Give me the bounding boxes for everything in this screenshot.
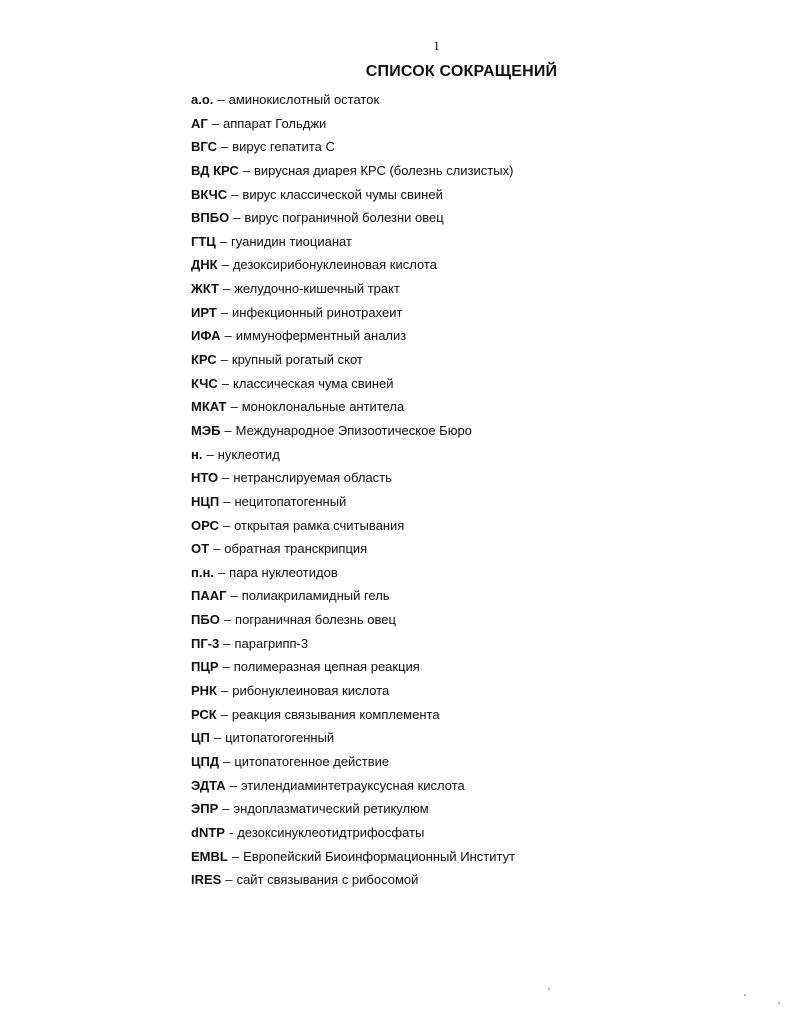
separator-dash: – <box>225 872 233 888</box>
list-item <box>191 255 751 279</box>
separator-dash: – <box>223 493 231 509</box>
list-item <box>191 752 751 776</box>
abbreviation-term: ПААГ <box>191 588 227 604</box>
abbreviation-term: ВГС <box>191 139 217 155</box>
abbreviation-term: н. <box>191 446 203 462</box>
page-title: СПИСОК СОКРАЩЕНИЙ <box>365 63 558 80</box>
abbreviation-term: ПГ-3 <box>191 635 220 651</box>
abbreviation-term: ВД КРС <box>191 162 239 178</box>
separator-dash: – <box>222 470 230 486</box>
abbreviation-term: ПБО <box>191 612 220 628</box>
abbreviation-term: IRES <box>191 872 222 888</box>
abbreviation-definition: сайт связывания с рибосомой <box>236 872 419 888</box>
list-item <box>191 492 751 516</box>
scan-speck <box>778 1002 780 1004</box>
separator-dash: – <box>220 304 229 320</box>
abbreviation-term: ОТ <box>191 541 210 557</box>
scan-speck <box>744 994 746 996</box>
abbreviation-definition: желудочно-кишечный тракт <box>234 281 400 297</box>
abbreviation-definition: инфекционный ринотрахеит <box>232 304 403 320</box>
abbreviation-term: ЦПД <box>191 753 220 769</box>
abbreviation-definition: парагрипп-3 <box>234 635 309 651</box>
list-item <box>191 161 751 185</box>
abbreviation-definition: эндоплазматический ретикулюм <box>233 801 429 817</box>
abbreviation-definition: дезоксирибонуклеиновая кислота <box>232 257 437 273</box>
separator-dash: – <box>222 281 231 297</box>
list-item <box>191 847 751 871</box>
separator-dash: – <box>220 352 228 368</box>
separator-dash: – <box>217 92 225 107</box>
abbreviation-term: ИФА <box>191 328 221 344</box>
list-item <box>191 705 751 729</box>
abbreviation-definition: классическая чума свиней <box>233 375 394 391</box>
separator-dash: – <box>213 541 221 557</box>
list-item <box>191 397 751 421</box>
separator-dash: – <box>242 162 250 178</box>
separator-dash: – <box>222 801 230 817</box>
abbreviation-term: КЧС <box>191 375 218 391</box>
abbreviation-term: ОРС <box>191 517 219 533</box>
abbreviation-term: РСК <box>191 706 217 722</box>
separator-dash: – <box>219 233 228 249</box>
separator-dash: – <box>229 777 237 793</box>
abbreviation-definition: дезоксинуклеотидтрифосфаты <box>237 824 425 840</box>
list-item <box>191 208 751 232</box>
abbreviation-list <box>191 90 751 894</box>
abbreviation-term: ИРТ <box>191 304 217 320</box>
abbreviation-definition: обратная транскрипция <box>224 541 368 557</box>
abbreviation-definition: этилендиаминтетрауксусная кислота <box>240 777 465 793</box>
list-item <box>191 563 751 587</box>
separator-dash: – <box>233 210 241 226</box>
page-number: 1 <box>433 38 440 53</box>
separator-dash: – <box>222 659 230 675</box>
abbreviation-term: РНК <box>191 683 217 699</box>
abbreviation-term: ВПБО <box>191 210 230 226</box>
separator-dash: – <box>230 399 238 415</box>
abbreviation-definition: гуанидин тиоцианат <box>231 233 352 249</box>
separator-dash: – <box>231 186 239 202</box>
separator-dash: – <box>221 257 229 273</box>
abbreviation-definition: нуклеотид <box>217 446 280 462</box>
abbreviation-term: ЭПР <box>191 801 219 817</box>
separator-dash: – <box>221 375 230 391</box>
abbreviation-definition: пограничная болезнь овец <box>235 612 396 628</box>
abbreviation-definition: вирус гепатита С <box>232 139 335 155</box>
abbreviation-term: ВКЧС <box>191 186 228 202</box>
separator-dash: – <box>230 588 238 604</box>
separator-dash: – <box>222 517 231 533</box>
list-item <box>191 232 751 256</box>
separator-dash: – <box>217 564 226 580</box>
list-item <box>191 445 751 469</box>
list-item <box>191 870 751 894</box>
list-item <box>191 374 751 398</box>
list-item <box>191 516 751 540</box>
abbreviation-term: ДНК <box>191 257 218 273</box>
list-item <box>191 799 751 823</box>
list-item <box>191 114 751 138</box>
abbreviation-term: НЦП <box>191 493 220 509</box>
abbreviation-definition: вирус пограничной болезни овец <box>244 210 444 226</box>
abbreviation-term: а.о. <box>191 92 214 107</box>
abbreviation-definition: иммуноферментный анализ <box>235 328 407 344</box>
separator-dash: – <box>223 753 231 769</box>
abbreviation-term: ЖКТ <box>191 281 219 297</box>
separator-dash: – <box>206 446 214 462</box>
separator-dash: – <box>220 706 228 722</box>
list-item <box>191 586 751 610</box>
abbreviation-term: п.н. <box>191 564 214 580</box>
abbreviation-definition: Европейский Биоинформационный Институт <box>243 848 516 864</box>
abbreviation-definition: пара нуклеотидов <box>229 564 338 580</box>
abbreviation-term: АГ <box>191 115 208 131</box>
abbreviation-definition: нецитопатогенный <box>234 493 347 509</box>
abbreviation-definition: аминокислотный остаток <box>228 92 380 107</box>
list-item <box>191 468 751 492</box>
list-item <box>191 657 751 681</box>
abbreviation-definition: цитопатогенное действие <box>234 753 390 769</box>
list-item <box>191 185 751 209</box>
list-item <box>191 421 751 445</box>
abbreviation-definition: вирус классической чумы свиней <box>242 186 443 202</box>
abbreviation-definition: рибонуклеиновая кислота <box>232 683 390 699</box>
abbreviation-term: ГТЦ <box>191 233 216 249</box>
list-item <box>191 350 751 374</box>
abbreviation-term: ЦП <box>191 730 210 746</box>
separator-dash: – <box>231 848 240 864</box>
list-item <box>191 279 751 303</box>
list-item <box>191 728 751 752</box>
list-item <box>191 539 751 563</box>
abbreviation-definition: открытая рамка считывания <box>234 517 405 533</box>
list-item <box>191 326 751 350</box>
separator-dash: - <box>228 824 234 840</box>
separator-dash: – <box>223 635 231 651</box>
separator-dash: – <box>213 730 222 746</box>
abbreviation-term: EMBL <box>191 848 228 864</box>
abbreviation-term: ЭДТА <box>191 777 226 793</box>
list-item <box>191 137 751 161</box>
abbreviation-definition: цитопатогогенный <box>225 730 335 746</box>
separator-dash: – <box>224 422 232 438</box>
list-item <box>191 610 751 634</box>
abbreviation-term: dNTP <box>191 824 225 840</box>
abbreviation-definition: вирусная диарея КРС (болезнь слизистых) <box>254 162 514 178</box>
separator-dash: – <box>223 612 232 628</box>
abbreviation-term: КРС <box>191 352 217 368</box>
abbreviation-term: МЭБ <box>191 422 221 438</box>
abbreviation-definition: полиакриламидный гель <box>241 588 390 604</box>
separator-dash: – <box>211 115 219 131</box>
abbreviation-definition: реакция связывания комплемента <box>231 706 440 722</box>
list-item <box>191 681 751 705</box>
scan-speck <box>548 988 550 990</box>
separator-dash: – <box>224 328 232 344</box>
list-item <box>191 776 751 800</box>
list-item <box>191 90 751 114</box>
abbreviation-definition: Международное Эпизоотическое Бюро <box>235 422 472 438</box>
abbreviation-definition: полимеразная цепная реакция <box>233 659 420 675</box>
abbreviation-definition: аппарат Гольджи <box>223 115 327 131</box>
separator-dash: – <box>220 139 229 155</box>
abbreviation-term: НТО <box>191 470 219 486</box>
separator-dash: – <box>221 683 229 699</box>
abbreviation-definition: крупный рогатый скот <box>231 352 363 368</box>
abbreviation-definition: нетранслируемая область <box>233 470 392 486</box>
list-item <box>191 634 751 658</box>
abbreviation-definition: моноклональные антитела <box>241 399 405 415</box>
list-item <box>191 303 751 327</box>
list-item <box>191 823 751 847</box>
abbreviation-term: ПЦР <box>191 659 219 675</box>
abbreviation-term: МКАТ <box>191 399 227 415</box>
